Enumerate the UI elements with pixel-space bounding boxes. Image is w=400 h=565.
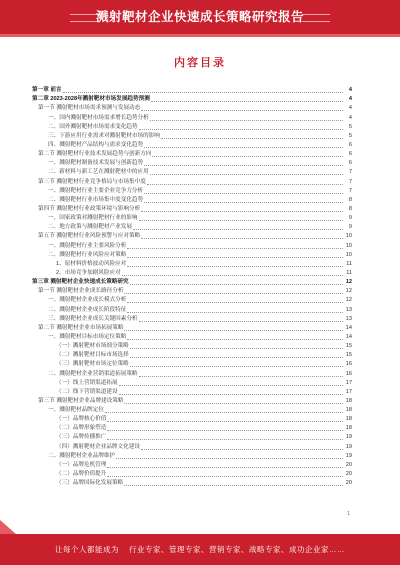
toc-dot-leader — [133, 229, 343, 230]
toc-entry-title: 一、溅射靶材目标市场定位策略 — [48, 333, 127, 340]
toc-entry-title: 第三章 溅射靶材企业快速成长策略研究 — [32, 279, 129, 286]
toc-entry-title: 第一节 溅射靶材企业成长路径分析 — [38, 288, 124, 295]
toc-entry-page: 7 — [348, 178, 352, 185]
toc-entry-title: 二、新材料与新工艺在溅射靶材中的应用 — [48, 169, 149, 176]
toc-entry[interactable] — [32, 479, 352, 488]
toc-entry[interactable] — [32, 150, 352, 159]
toc-dot-leader — [127, 312, 343, 313]
toc-dot-leader — [141, 110, 343, 111]
toc-entry[interactable] — [32, 296, 352, 305]
toc-entry-title: （一）溅射靶材市场细分策略 — [56, 343, 129, 350]
toc-entry-title: （二）线下营销渠道建设 — [56, 388, 118, 395]
toc-dot-leader — [107, 421, 343, 422]
toc-entry-title: 二、溅射靶材行业风险应对策略 — [48, 251, 127, 258]
toc-entry-title: 2、市场竞争加剧风险应对 — [56, 269, 121, 276]
toc-entry-title: 一、溅射靶材制备技术发展与创新趋势 — [48, 160, 144, 167]
toc-entry[interactable] — [32, 241, 352, 250]
toc-entry[interactable] — [32, 123, 352, 132]
toc-entry[interactable] — [32, 388, 352, 397]
toc-dot-leader — [139, 376, 343, 377]
toc-entry-title: 三、溅射靶材企业成长关键因素分析 — [48, 315, 138, 322]
toc-entry-page: 17 — [345, 379, 352, 386]
toc-dot-leader — [161, 138, 343, 139]
toc-entry-title: 三、下游应用行业需求对溅射靶材市场的影响 — [48, 132, 160, 139]
toc-entry-title: 一、国内溅射靶材市场需求增长趋势分析 — [48, 114, 149, 121]
page-number: 1 — [347, 511, 350, 517]
toc-entry[interactable] — [32, 415, 352, 424]
toc-entry-page: 6 — [348, 151, 352, 158]
toc-entry[interactable] — [32, 351, 352, 360]
toc-dot-leader — [139, 220, 343, 221]
toc-dot-leader — [127, 257, 343, 258]
toc-entry[interactable] — [32, 113, 352, 122]
footer-slogan-roles: 行业专家、管理专家、营销专家、战略专家、成功企业家…… — [129, 545, 345, 554]
toc-entry-page: 4 — [348, 96, 352, 103]
toc-entry[interactable] — [32, 86, 352, 95]
toc-entry-title: （四）溅射靶材企业品牌文化建设 — [56, 443, 140, 450]
toc-dot-leader — [150, 120, 343, 121]
toc-dot-leader — [144, 165, 343, 166]
toc-entry-title: 一、溅射靶材品牌定位 — [48, 407, 104, 414]
toc-entry-title: 二、地方政策与溅射靶材产业发展 — [48, 224, 132, 231]
toc-entry-page: 17 — [345, 388, 352, 395]
toc-entry-page: 5 — [348, 132, 352, 139]
footer-slogan — [0, 534, 400, 565]
toc-entry-title: 一、溅射靶材行业主要风险分析 — [48, 242, 127, 249]
toc-dot-leader — [124, 293, 343, 294]
toc-dot-leader — [127, 302, 343, 303]
toc-entry-page: 20 — [345, 461, 352, 468]
toc-entry-page: 6 — [348, 160, 352, 167]
toc-entry[interactable] — [32, 461, 352, 470]
toc-entry-title: 第二章 2023-2028年溅射靶材市场发展趋势预测 — [32, 96, 150, 103]
toc-entry-page: 4 — [348, 114, 352, 121]
toc-entry-page: 14 — [345, 324, 352, 331]
toc-dot-leader — [130, 366, 343, 367]
toc-entry-page: 4 — [348, 105, 352, 112]
toc-dot-leader — [122, 275, 343, 276]
toc-dot-leader — [144, 147, 343, 148]
toc-entry-title: 二、溅射靶材企业品牌维护 — [48, 452, 116, 459]
toc-entry[interactable] — [32, 324, 352, 333]
toc-entry[interactable] — [32, 360, 352, 369]
footer-accent — [0, 520, 16, 534]
toc-dot-leader — [147, 184, 343, 185]
toc-entry-page: 8 — [348, 196, 352, 203]
toc-entry[interactable] — [32, 470, 352, 479]
toc-entry-title: （一）品牌危机管理 — [56, 461, 107, 468]
toc-dot-leader — [127, 248, 343, 249]
toc-entry-title: 四、溅射靶材产品结构与需求变化趋势 — [48, 141, 144, 148]
toc-entry[interactable] — [32, 269, 352, 278]
toc-entry-title: 第一章 前言 — [32, 87, 62, 94]
toc-entry[interactable] — [32, 214, 352, 223]
toc-entry[interactable] — [32, 177, 352, 186]
toc-entry[interactable] — [32, 196, 352, 205]
toc-entry-page: 10 — [345, 242, 352, 249]
toc-entry-page: 14 — [345, 333, 352, 340]
toc-dot-leader — [107, 467, 343, 468]
toc-entry[interactable] — [32, 159, 352, 168]
toc-entry[interactable] — [32, 433, 352, 442]
toc-entry-title: 二、国外溅射靶材市场需求变化趋势 — [48, 123, 138, 130]
toc-entry[interactable] — [32, 342, 352, 351]
toc-entry-title: 第一节 溅射靶材市场需求预测与发展动态 — [38, 105, 141, 112]
toc-entry[interactable] — [32, 287, 352, 296]
toc-entry-page: 4 — [348, 87, 352, 94]
toc-entry-page: 12 — [345, 279, 352, 286]
toc-entry-page: 15 — [345, 343, 352, 350]
toc-entry[interactable] — [32, 369, 352, 378]
toc-entry[interactable] — [32, 132, 352, 141]
toc-entry[interactable] — [32, 452, 352, 461]
toc-entry[interactable] — [32, 315, 352, 324]
toc-entry-page: 20 — [345, 471, 352, 478]
toc-entry-page: 13 — [345, 306, 352, 313]
toc-entry[interactable] — [32, 187, 352, 196]
toc-entry-title: （二）品牌形象塑造 — [56, 425, 107, 432]
toc-entry-title: 第五节 溅射靶材行业风险预警与应对策略 — [38, 233, 141, 240]
toc-dot-leader — [105, 412, 343, 413]
toc-entry[interactable] — [32, 260, 352, 269]
toc-entry-title: 二、溅射靶材企业营销渠道拓展策略 — [48, 370, 138, 377]
toc-dot-leader — [119, 394, 343, 395]
toc-entry-title: 第三节 溅射靶材企业品牌建设策略 — [38, 397, 124, 404]
toc-entry[interactable] — [32, 305, 352, 314]
toc-entry-page: 13 — [345, 315, 352, 322]
toc-dot-leader — [127, 339, 343, 340]
toc-entry-title: 第四节 溅射靶材行业政策环境与影响分析 — [38, 205, 141, 212]
toc-entry-title: （三）溅射靶材市场定位策略 — [56, 361, 129, 368]
toc-entry-page: 9 — [348, 215, 352, 222]
toc-entry[interactable] — [32, 168, 352, 177]
toc-entry[interactable] — [32, 442, 352, 451]
toc-entry-page: 12 — [345, 288, 352, 295]
toc-entry-page: 19 — [345, 434, 352, 441]
toc-entry-page: 16 — [345, 361, 352, 368]
toc-entry-page: 12 — [345, 297, 352, 304]
toc-dot-leader — [124, 330, 343, 331]
toc-entry[interactable] — [32, 104, 352, 113]
toc-entry-title: （三）品牌传播推广 — [56, 434, 107, 441]
toc-entry[interactable] — [32, 141, 352, 150]
toc-entry-page: 5 — [348, 123, 352, 130]
toc-dot-leader — [107, 430, 343, 431]
toc-dot-leader — [119, 385, 343, 386]
toc-dot-leader — [107, 476, 343, 477]
toc-entry-title: 一、国家政策对溅射靶材行业的影响 — [48, 215, 138, 222]
toc-entry-title: （三）品牌国际化发展策略 — [56, 480, 124, 487]
report-title: 溅射靶材企业快速成长策略研究报告 — [95, 10, 304, 24]
toc-entry-page: 10 — [345, 251, 352, 258]
toc-entry-page: 10 — [345, 233, 352, 240]
toc-entry-title: 二、溅射靶材企业成长阶段特征 — [48, 306, 127, 313]
toc-dot-leader — [144, 193, 343, 194]
toc-entry[interactable] — [32, 397, 352, 406]
toc-dot-leader — [141, 211, 343, 212]
toc-dot-leader — [116, 458, 343, 459]
toc-dot-leader — [130, 284, 343, 285]
toc-dot-leader — [130, 348, 343, 349]
toc-entry-page: 15 — [345, 352, 352, 359]
toc-dot-leader — [130, 357, 343, 358]
toc-dot-leader — [124, 403, 343, 404]
toc-entry-title: 一、溅射靶材企业成长模式分析 — [48, 297, 127, 304]
toc-entry[interactable] — [32, 424, 352, 433]
toc-entry-page: 9 — [348, 224, 352, 231]
toc-entry-title: （二）溅射靶材目标市场选择 — [56, 352, 129, 359]
toc-dot-leader — [139, 129, 343, 130]
toc-entry-page: 8 — [348, 205, 352, 212]
toc-entry[interactable] — [32, 232, 352, 241]
toc-entry[interactable] — [32, 406, 352, 415]
toc-dot-leader — [144, 202, 343, 203]
toc-dot-leader — [63, 92, 343, 93]
toc-dot-leader — [151, 101, 343, 102]
toc-entry[interactable] — [32, 251, 352, 260]
toc-entry-title: （二）品牌价值提升 — [56, 471, 107, 478]
toc-dot-leader — [152, 156, 343, 157]
toc-heading: 内容目录 — [174, 57, 226, 69]
toc-entry[interactable] — [32, 223, 352, 232]
toc-entry-page: 7 — [348, 169, 352, 176]
header-stripe — [0, 34, 400, 37]
toc-entry-title: 第二节 溅射靶材行业技术发展趋势与创新方向 — [38, 151, 152, 158]
toc-entry-page: 7 — [348, 187, 352, 194]
toc-entry-page: 18 — [345, 425, 352, 432]
toc-entry-page: 11 — [346, 269, 352, 276]
toc-entry-page: 19 — [345, 452, 352, 459]
toc-entry-page: 6 — [348, 141, 352, 148]
toc-dot-leader — [150, 174, 343, 175]
toc-entry-title: 二、溅射靶材行业市场集中度变化趋势 — [48, 196, 144, 203]
toc-entry[interactable] — [32, 95, 352, 104]
toc-entry[interactable] — [32, 278, 352, 287]
toc-dot-leader — [139, 321, 343, 322]
toc-entry[interactable] — [32, 379, 352, 388]
toc-entry-page: 19 — [345, 443, 352, 450]
toc-dot-leader — [127, 266, 343, 267]
toc-entry-title: 第三节 溅射靶材行业竞争格局与市场集中度 — [38, 178, 146, 185]
toc-entry-page: 20 — [345, 480, 352, 487]
toc-entry[interactable] — [32, 205, 352, 214]
toc-dot-leader — [107, 439, 343, 440]
toc-entry-page: 18 — [345, 407, 352, 414]
toc-dot-leader — [124, 485, 343, 486]
toc-entry[interactable] — [32, 333, 352, 342]
toc-dot-leader — [141, 449, 343, 450]
toc-entry-page: 16 — [345, 370, 352, 377]
footer-slogan-lead: 让每个人都能成为 — [55, 545, 119, 554]
toc-entry-title: 一、溅射靶材行业主要企业竞争力分析 — [48, 187, 144, 194]
toc-entry-title: 1、原材料价格波动风险应对 — [56, 260, 127, 267]
toc-entry-title: （一）品牌核心价值 — [56, 416, 107, 423]
table-of-contents — [32, 86, 352, 488]
toc-entry-page: 18 — [345, 416, 352, 423]
toc-entry-title: 第二节 溅射靶材企业市场拓展策略 — [38, 324, 124, 331]
toc-entry-title: （一）线上营销渠道拓展 — [56, 379, 118, 386]
toc-entry-page: 18 — [345, 397, 352, 404]
toc-dot-leader — [141, 238, 343, 239]
toc-entry-page: 11 — [346, 260, 352, 267]
